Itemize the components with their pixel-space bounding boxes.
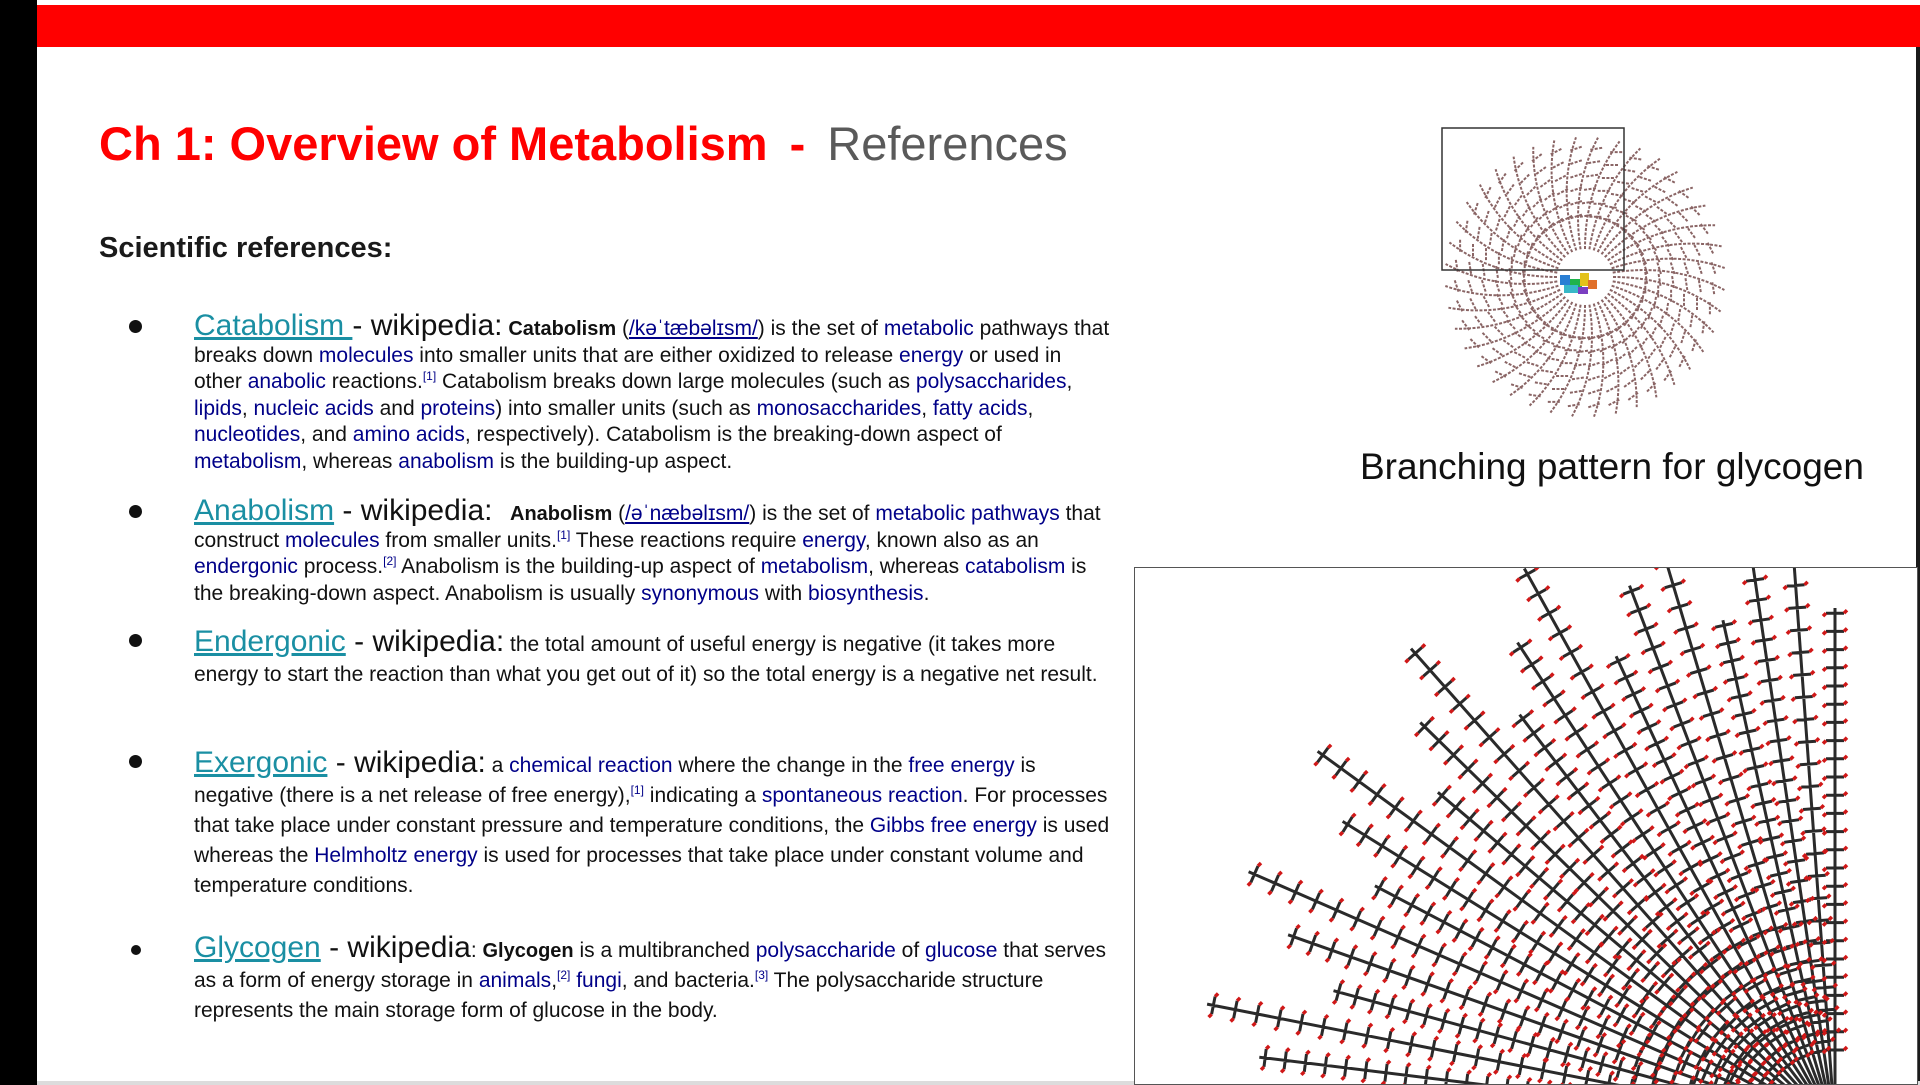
catabolism-link[interactable]: Catabolism	[194, 309, 353, 342]
glycogenin-core-icon	[1560, 273, 1597, 294]
section-heading: Scientific references:	[99, 232, 393, 264]
top-red-banner	[37, 5, 1920, 47]
animals-link[interactable]: animals	[478, 969, 552, 992]
glycogen-link[interactable]: Glycogen	[194, 931, 321, 964]
title-subtitle: References	[827, 117, 1068, 170]
pronunciation-link[interactable]: /əˈnæbəlɪsm/	[625, 502, 750, 525]
figure-caption: Branching pattern for glycogen	[1360, 446, 1864, 487]
molecules-link[interactable]: molecules	[285, 528, 380, 552]
endergonic-link[interactable]: Endergonic	[194, 625, 346, 658]
text: of	[895, 939, 926, 962]
anabolism-link[interactable]: anabolism	[398, 449, 494, 473]
title-separator: -	[789, 117, 806, 170]
text: Catabolism breaks down large molecules (such as	[436, 370, 916, 393]
endergonic-link[interactable]: endergonic	[194, 555, 298, 578]
amino-acids-link[interactable]: amino acids	[352, 423, 465, 446]
text: with	[758, 581, 808, 605]
text: is negative (there is a net release of free energy),	[194, 754, 1036, 807]
text: ) is the set of	[757, 317, 884, 340]
wiki-label: - wikipedia:	[334, 494, 493, 527]
pronunciation-link[interactable]: /kəˈtæbəlɪsm/	[628, 317, 758, 340]
text: into smaller units that are either oxidized to release	[413, 343, 900, 367]
glycogen-zoom-branches	[1207, 568, 1847, 1085]
energy-link[interactable]: energy	[802, 528, 865, 552]
text: that construct	[194, 502, 1101, 552]
bullet-icon	[131, 945, 141, 955]
text: pathways that breaks down	[194, 317, 1110, 367]
free-energy-link[interactable]: free energy	[908, 754, 1015, 777]
carbon-bonds	[1207, 568, 1844, 1085]
fatty-acids-link[interactable]: fatty acids	[932, 396, 1028, 420]
fungi-link[interactable]: fungi	[576, 969, 622, 992]
text: , whereas	[868, 555, 965, 578]
text: ) is the set of	[749, 502, 876, 525]
text: Anabolism is the building-up aspect of	[396, 555, 761, 578]
text: . For processes that take place under constant pressure and temperature conditions, the	[194, 784, 1108, 837]
text: is a multibranched	[573, 939, 756, 962]
text: indicating a	[643, 784, 762, 807]
metabolism-link[interactable]: metabolism	[194, 449, 302, 473]
monosaccharides-link[interactable]: monosaccharides	[756, 396, 922, 420]
anabolism-link[interactable]: Anabolism	[194, 494, 335, 527]
energy-link[interactable]: energy	[899, 343, 964, 367]
reference-item-glycogen: Glycogen - wikipedia: Glycogen is a multibranched polysaccharide of glucose that serves as a form of energy storage in animals,[2] fungi, and bacteria.[3] The polysaccharide structure represents the main storage form of glucose in the body.	[194, 933, 1114, 1026]
text: These reactions require	[570, 528, 803, 552]
polysaccharide-link[interactable]: polysaccharide	[755, 939, 896, 962]
reference-item-anabolism: Anabolism - wikipedia: Anabolism (/əˈnæbəlɪsm/) is the set of metabolic pathways that construct molecules from smaller units.[1] These reactions require energy, known also as an endergonic process.[2] Anabolism is the building-up aspect of metabolism, whereas catabolism is the breaking-down aspect. Anabolism is usually synonymous with biosynthesis.	[194, 498, 1114, 607]
text: the total amount of useful energy is negative (it takes more energy to start the reaction than what you get out of it) so the total energy is a negative net result.	[194, 633, 1098, 686]
wiki-label: - wikipedia:	[327, 746, 486, 779]
glucose-link[interactable]: glucose	[925, 939, 998, 962]
metabolism-link[interactable]: metabolism	[760, 555, 869, 578]
biosynthesis-link[interactable]: biosynthesis	[808, 581, 924, 605]
nucleic-acids-link[interactable]: nucleic acids	[253, 396, 374, 420]
text: a	[485, 754, 510, 777]
reference-item-exergonic	[194, 748, 1114, 901]
citation-3[interactable]: [3]	[754, 968, 769, 982]
citation-1[interactable]: [1]	[422, 369, 437, 383]
text: is used for processes that take place under constant volume and temperature conditions.	[194, 844, 1084, 897]
term-bold: Glycogen	[482, 940, 574, 962]
molecules-link[interactable]: molecules	[318, 343, 414, 367]
text: , whereas	[301, 449, 399, 473]
wiki-label: - wikipedia:	[345, 625, 505, 658]
bullet-icon	[129, 320, 142, 333]
glycogen-molecule-image	[1430, 125, 1740, 425]
glycogen-zoom-svg	[1135, 568, 1918, 1085]
text: .	[923, 581, 930, 605]
term-bold: Catabolism	[508, 318, 617, 340]
term-bold: Anabolism	[510, 503, 613, 525]
polysaccharides-link[interactable]: polysaccharides	[915, 370, 1067, 393]
spontaneous-reaction-link[interactable]: spontaneous reaction	[761, 784, 963, 807]
slide-title	[99, 116, 1068, 171]
text: is the breaking-down aspect. Anabolism is usually	[194, 555, 1087, 605]
text: , respectively). Catabolism is the breaking-down aspect of	[464, 423, 1002, 446]
reference-item-endergonic	[194, 627, 1114, 690]
text: where the change in the	[672, 754, 909, 777]
text: reactions.	[325, 370, 423, 393]
exergonic-link[interactable]: Exergonic	[194, 746, 328, 779]
nucleotides-link[interactable]: nucleotides	[194, 423, 301, 446]
chemical-reaction-link[interactable]: chemical reaction	[509, 754, 673, 777]
bullet-icon	[129, 755, 142, 768]
text: is used whereas the	[194, 814, 1110, 867]
text: , and bacteria.	[621, 969, 755, 992]
metabolic-pathways-link[interactable]: metabolic pathways	[875, 502, 1060, 525]
synonymous-link[interactable]: synonymous	[641, 581, 759, 605]
citation-1[interactable]: [1]	[556, 527, 571, 542]
helmholtz-energy-link[interactable]: Helmholtz energy	[314, 844, 478, 867]
text: or used in other	[194, 343, 1062, 393]
gibbs-free-energy-link[interactable]: Gibbs free energy	[869, 814, 1037, 837]
reference-item-catabolism: Catabolism - wikipedia: Catabolism (/kəˈtæbəlɪsm/) is the set of metabolic pathways that breaks down molecules into smaller units that are either oxidized to release energy or used in other anabolic reactions.[1] Catabolism breaks down large molecules (such as polysaccharides, lipids, nucleic acids and proteins) into smaller units (such as monosaccharides, fatty acids, nucleotides, and amino acids, respectively). Catabolism is the breaking-down aspect of metabolism, whereas anabolism is the building-up aspect.	[194, 313, 1114, 475]
text: from smaller units.	[379, 528, 557, 552]
proteins-link[interactable]: proteins	[420, 396, 496, 420]
anabolic-link[interactable]: anabolic	[247, 370, 326, 393]
text: is the building-up aspect.	[494, 449, 733, 473]
wiki-label: - wikipedia	[320, 931, 471, 964]
text: , known also as an	[864, 528, 1039, 552]
metabolic-link[interactable]: metabolic	[883, 317, 974, 340]
text: The polysaccharide structure represents the main storage form of glucose in the body.	[194, 969, 1044, 1022]
colon: :	[470, 939, 477, 962]
citation-1[interactable]: [1]	[630, 783, 644, 797]
bullet-icon	[129, 505, 142, 518]
text: that serves as a form of energy storage in	[194, 939, 1106, 992]
title-main: Ch 1: Overview of Metabolism	[99, 117, 768, 170]
citation-2[interactable]: [2]	[557, 968, 571, 982]
text: ) into smaller units (such as	[495, 396, 757, 420]
glycogen-zoom-image	[1134, 567, 1918, 1085]
bullet-icon	[129, 634, 142, 647]
left-black-bar	[0, 0, 37, 1085]
catabolism-link[interactable]: catabolism	[964, 555, 1066, 578]
text: process.	[297, 555, 384, 578]
lipids-link[interactable]: lipids	[194, 396, 242, 420]
citation-2[interactable]: [2]	[383, 554, 397, 568]
wiki-label: - wikipedia:	[352, 309, 503, 342]
